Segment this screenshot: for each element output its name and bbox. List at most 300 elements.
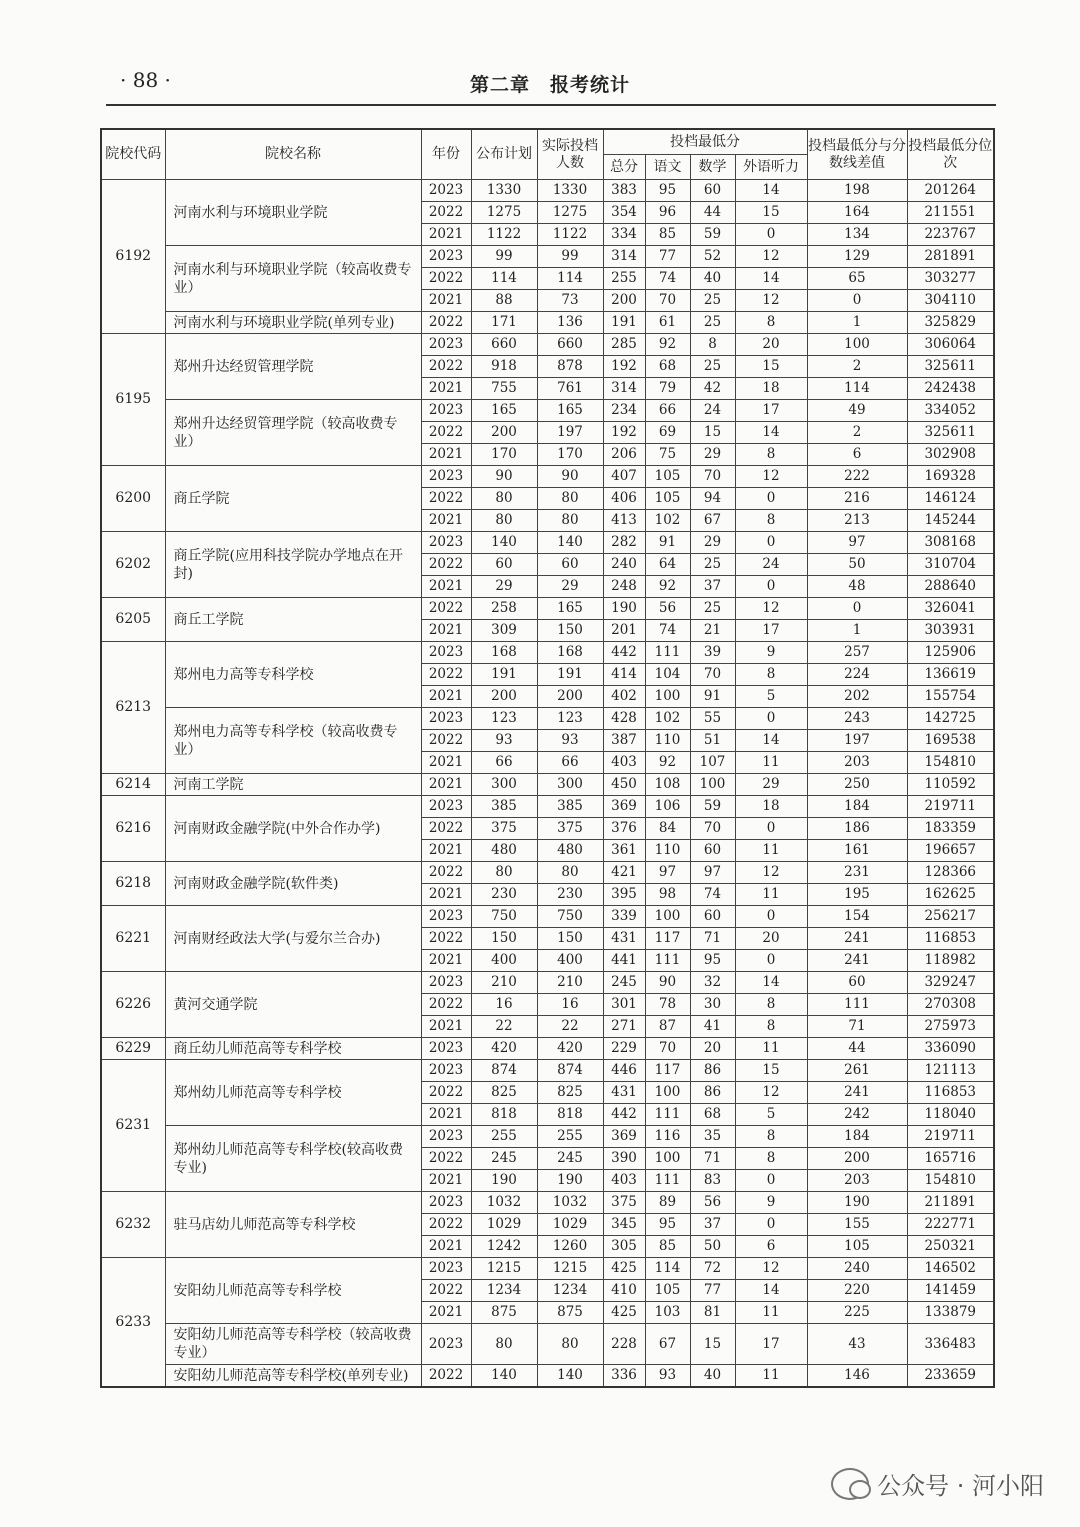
cell-year: 2023	[421, 1038, 471, 1060]
cell-actual: 761	[537, 378, 603, 400]
cell-rank: 154810	[907, 752, 994, 774]
cell-chinese: 106	[645, 796, 690, 818]
cell-plan: 875	[471, 1302, 537, 1324]
cell-diff: 1	[807, 312, 907, 334]
cell-chinese: 61	[645, 312, 690, 334]
cell-actual: 80	[537, 862, 603, 884]
cell-plan: 420	[471, 1038, 537, 1060]
cell-total: 336	[603, 1365, 645, 1388]
cell-chinese: 70	[645, 1038, 690, 1060]
school-name: 商丘学院(应用科技学院办学地点在开封)	[165, 532, 421, 598]
cell-plan: 480	[471, 840, 537, 862]
school-code: 6226	[101, 972, 165, 1038]
cell-rank: 281891	[907, 246, 994, 268]
cell-rank: 222771	[907, 1214, 994, 1236]
cell-math: 86	[690, 1082, 735, 1104]
cell-plan: 1122	[471, 224, 537, 246]
cell-actual: 1032	[537, 1192, 603, 1214]
cell-year: 2021	[421, 840, 471, 862]
cell-math: 52	[690, 246, 735, 268]
cell-diff: 257	[807, 642, 907, 664]
cell-year: 2023	[421, 466, 471, 488]
cell-plan: 60	[471, 554, 537, 576]
cell-actual: 80	[537, 510, 603, 532]
cell-actual: 60	[537, 554, 603, 576]
cell-diff: 105	[807, 1236, 907, 1258]
cell-math: 29	[690, 444, 735, 466]
cell-foreign: 0	[735, 950, 807, 972]
cell-foreign: 8	[735, 1126, 807, 1148]
cell-year: 2022	[421, 994, 471, 1016]
cell-math: 97	[690, 862, 735, 884]
cell-foreign: 18	[735, 796, 807, 818]
cell-total: 431	[603, 928, 645, 950]
cell-chinese: 85	[645, 224, 690, 246]
cell-total: 234	[603, 400, 645, 422]
cell-chinese: 75	[645, 444, 690, 466]
cell-year: 2022	[421, 312, 471, 334]
school-code: 6195	[101, 334, 165, 466]
cell-total: 314	[603, 246, 645, 268]
cell-plan: 80	[471, 488, 537, 510]
cell-chinese: 66	[645, 400, 690, 422]
cell-math: 74	[690, 884, 735, 906]
cell-actual: 93	[537, 730, 603, 752]
cell-year: 2022	[421, 598, 471, 620]
cell-actual: 825	[537, 1082, 603, 1104]
cell-math: 60	[690, 840, 735, 862]
table-row	[101, 1038, 994, 1060]
table-row	[101, 1192, 994, 1214]
school-code: 6202	[101, 532, 165, 598]
school-name: 黄河交通学院	[165, 972, 421, 1038]
cell-chinese: 102	[645, 708, 690, 730]
cell-foreign: 8	[735, 312, 807, 334]
cell-total: 407	[603, 466, 645, 488]
cell-math: 83	[690, 1170, 735, 1192]
cell-math: 86	[690, 1060, 735, 1082]
cell-total: 375	[603, 1192, 645, 1214]
cell-chinese: 116	[645, 1126, 690, 1148]
cell-chinese: 68	[645, 356, 690, 378]
cell-diff: 261	[807, 1060, 907, 1082]
cell-year: 2023	[421, 796, 471, 818]
cell-rank: 303931	[907, 620, 994, 642]
school-name: 商丘工学院	[165, 598, 421, 642]
cell-year: 2021	[421, 1104, 471, 1126]
cell-foreign: 15	[735, 356, 807, 378]
cell-plan: 375	[471, 818, 537, 840]
cell-diff: 49	[807, 400, 907, 422]
cell-diff: 0	[807, 598, 907, 620]
cell-math: 55	[690, 708, 735, 730]
cell-total: 387	[603, 730, 645, 752]
school-name: 河南水利与环境职业学院（较高收费专业）	[165, 246, 421, 312]
table-row	[101, 598, 994, 620]
cell-foreign: 0	[735, 532, 807, 554]
cell-chinese: 102	[645, 510, 690, 532]
cell-total: 339	[603, 906, 645, 928]
cell-chinese: 96	[645, 202, 690, 224]
cell-actual: 80	[537, 1324, 603, 1365]
cell-rank: 329247	[907, 972, 994, 994]
school-code: 6192	[101, 180, 165, 334]
cell-math: 32	[690, 972, 735, 994]
cell-foreign: 18	[735, 378, 807, 400]
cell-chinese: 117	[645, 1060, 690, 1082]
cell-diff: 43	[807, 1324, 907, 1365]
footer-watermark	[831, 1466, 1044, 1501]
cell-chinese: 111	[645, 1170, 690, 1192]
cell-actual: 165	[537, 400, 603, 422]
school-name: 河南财经政法大学(与爱尔兰合办)	[165, 906, 421, 972]
cell-chinese: 74	[645, 268, 690, 290]
cell-total: 192	[603, 356, 645, 378]
cell-year: 2021	[421, 1302, 471, 1324]
cell-chinese: 95	[645, 1214, 690, 1236]
cell-math: 8	[690, 334, 735, 356]
cell-chinese: 100	[645, 1148, 690, 1170]
cell-rank: 154810	[907, 1170, 994, 1192]
cell-math: 25	[690, 312, 735, 334]
cell-diff: 164	[807, 202, 907, 224]
cell-foreign: 12	[735, 598, 807, 620]
page-number: · 88 ·	[120, 68, 171, 92]
cell-year: 2021	[421, 1236, 471, 1258]
cell-chinese: 104	[645, 664, 690, 686]
cell-foreign: 11	[735, 1038, 807, 1060]
table-row	[101, 906, 994, 928]
cell-total: 345	[603, 1214, 645, 1236]
cell-math: 94	[690, 488, 735, 510]
cell-plan: 210	[471, 972, 537, 994]
cell-total: 441	[603, 950, 645, 972]
cell-rank: 155754	[907, 686, 994, 708]
cell-actual: 197	[537, 422, 603, 444]
cell-foreign: 12	[735, 1258, 807, 1280]
cell-diff: 100	[807, 334, 907, 356]
cell-plan: 385	[471, 796, 537, 818]
table-row	[101, 400, 994, 422]
cell-year: 2021	[421, 620, 471, 642]
cell-total: 354	[603, 202, 645, 224]
cell-actual: 210	[537, 972, 603, 994]
cell-diff: 155	[807, 1214, 907, 1236]
cell-actual: 878	[537, 356, 603, 378]
school-name: 安阳幼儿师范高等专科学校(单列专业)	[165, 1365, 421, 1388]
cell-total: 245	[603, 972, 645, 994]
cell-rank: 201264	[907, 180, 994, 202]
cell-foreign: 14	[735, 268, 807, 290]
cell-diff: 195	[807, 884, 907, 906]
cell-foreign: 9	[735, 642, 807, 664]
cell-diff: 1	[807, 620, 907, 642]
cell-plan: 825	[471, 1082, 537, 1104]
col-year: 年份	[421, 129, 471, 180]
cell-plan: 1330	[471, 180, 537, 202]
cell-foreign: 11	[735, 884, 807, 906]
cell-rank: 146124	[907, 488, 994, 510]
cell-diff: 242	[807, 1104, 907, 1126]
cell-foreign: 14	[735, 1280, 807, 1302]
school-name: 河南水利与环境职业学院	[165, 180, 421, 246]
school-code: 6221	[101, 906, 165, 972]
cell-year: 2023	[421, 642, 471, 664]
cell-plan: 140	[471, 1365, 537, 1388]
school-code: 6231	[101, 1060, 165, 1192]
col-diff: 投档最低分与分数线差值	[807, 129, 907, 180]
cell-rank: 334052	[907, 400, 994, 422]
cell-foreign: 14	[735, 180, 807, 202]
cell-chinese: 95	[645, 180, 690, 202]
cell-plan: 16	[471, 994, 537, 1016]
cell-total: 413	[603, 510, 645, 532]
table-row	[101, 466, 994, 488]
cell-foreign: 12	[735, 1082, 807, 1104]
cell-rank: 288640	[907, 576, 994, 598]
cell-foreign: 15	[735, 202, 807, 224]
cell-year: 2023	[421, 334, 471, 356]
cell-year: 2021	[421, 774, 471, 796]
cell-total: 206	[603, 444, 645, 466]
cell-total: 414	[603, 664, 645, 686]
cell-rank: 110592	[907, 774, 994, 796]
cell-diff: 2	[807, 422, 907, 444]
cell-math: 70	[690, 466, 735, 488]
cell-math: 100	[690, 774, 735, 796]
cell-total: 361	[603, 840, 645, 862]
cell-total: 376	[603, 818, 645, 840]
cell-rank: 118982	[907, 950, 994, 972]
cell-rank: 116853	[907, 1082, 994, 1104]
cell-math: 42	[690, 378, 735, 400]
table-row	[101, 1060, 994, 1082]
cell-rank: 233659	[907, 1365, 994, 1388]
cell-plan: 80	[471, 510, 537, 532]
cell-math: 59	[690, 796, 735, 818]
cell-chinese: 64	[645, 554, 690, 576]
cell-plan: 258	[471, 598, 537, 620]
cell-rank: 219711	[907, 796, 994, 818]
cell-foreign: 0	[735, 1214, 807, 1236]
col-math: 数学	[690, 155, 735, 180]
cell-rank: 250321	[907, 1236, 994, 1258]
cell-actual: 480	[537, 840, 603, 862]
cell-chinese: 69	[645, 422, 690, 444]
cell-diff: 243	[807, 708, 907, 730]
cell-actual: 818	[537, 1104, 603, 1126]
school-name: 郑州升达经贸管理学院（较高收费专业）	[165, 400, 421, 466]
school-code: 6205	[101, 598, 165, 642]
cell-math: 20	[690, 1038, 735, 1060]
cell-chinese: 108	[645, 774, 690, 796]
cell-plan: 114	[471, 268, 537, 290]
cell-diff: 203	[807, 1170, 907, 1192]
cell-year: 2023	[421, 1060, 471, 1082]
cell-actual: 1234	[537, 1280, 603, 1302]
cell-plan: 1234	[471, 1280, 537, 1302]
cell-plan: 255	[471, 1126, 537, 1148]
cell-year: 2022	[421, 422, 471, 444]
cell-actual: 375	[537, 818, 603, 840]
cell-diff: 216	[807, 488, 907, 510]
cell-rank: 275973	[907, 1016, 994, 1038]
cell-year: 2021	[421, 510, 471, 532]
cell-plan: 165	[471, 400, 537, 422]
cell-chinese: 103	[645, 1302, 690, 1324]
cell-actual: 1275	[537, 202, 603, 224]
cell-actual: 230	[537, 884, 603, 906]
cell-year: 2022	[421, 554, 471, 576]
cell-actual: 123	[537, 708, 603, 730]
cell-foreign: 20	[735, 928, 807, 950]
table-row	[101, 774, 994, 796]
cell-diff: 231	[807, 862, 907, 884]
cell-plan: 140	[471, 532, 537, 554]
cell-actual: 90	[537, 466, 603, 488]
cell-year: 2021	[421, 752, 471, 774]
cell-math: 25	[690, 554, 735, 576]
cell-rank: 196657	[907, 840, 994, 862]
school-code: 6232	[101, 1192, 165, 1258]
cell-math: 29	[690, 532, 735, 554]
table-row	[101, 1365, 994, 1388]
cell-diff: 161	[807, 840, 907, 862]
school-code: 6233	[101, 1258, 165, 1388]
cell-chinese: 78	[645, 994, 690, 1016]
school-name: 郑州电力高等专科学校	[165, 642, 421, 708]
cell-plan: 245	[471, 1148, 537, 1170]
cell-plan: 1242	[471, 1236, 537, 1258]
table-row	[101, 642, 994, 664]
school-code: 6214	[101, 774, 165, 796]
cell-chinese: 85	[645, 1236, 690, 1258]
cell-foreign: 11	[735, 840, 807, 862]
cell-rank: 306064	[907, 334, 994, 356]
cell-foreign: 24	[735, 554, 807, 576]
cell-total: 425	[603, 1258, 645, 1280]
cell-total: 282	[603, 532, 645, 554]
cell-chinese: 100	[645, 1082, 690, 1104]
cell-year: 2022	[421, 1365, 471, 1388]
cell-actual: 191	[537, 664, 603, 686]
cell-math: 30	[690, 994, 735, 1016]
cell-foreign: 14	[735, 730, 807, 752]
cell-year: 2022	[421, 928, 471, 950]
cell-math: 71	[690, 928, 735, 950]
cell-total: 410	[603, 1280, 645, 1302]
cell-year: 2023	[421, 1324, 471, 1365]
admission-score-table	[100, 128, 995, 1388]
cell-rank: 302908	[907, 444, 994, 466]
col-code: 院校代码	[101, 129, 165, 180]
cell-year: 2021	[421, 576, 471, 598]
cell-diff: 6	[807, 444, 907, 466]
cell-total: 395	[603, 884, 645, 906]
cell-actual: 170	[537, 444, 603, 466]
cell-actual: 99	[537, 246, 603, 268]
cell-rank: 219711	[907, 1126, 994, 1148]
cell-chinese: 89	[645, 1192, 690, 1214]
school-name: 河南财政金融学院(软件类)	[165, 862, 421, 906]
cell-math: 70	[690, 818, 735, 840]
school-name: 商丘学院	[165, 466, 421, 532]
cell-actual: 400	[537, 950, 603, 972]
table-row	[101, 972, 994, 994]
cell-rank: 256217	[907, 906, 994, 928]
cell-year: 2021	[421, 224, 471, 246]
cell-total: 314	[603, 378, 645, 400]
cell-total: 248	[603, 576, 645, 598]
cell-math: 15	[690, 1324, 735, 1365]
header-rule	[106, 104, 996, 106]
cell-diff: 65	[807, 268, 907, 290]
cell-actual: 1215	[537, 1258, 603, 1280]
table-row	[101, 312, 994, 334]
cell-plan: 1215	[471, 1258, 537, 1280]
cell-diff: 97	[807, 532, 907, 554]
cell-actual: 1330	[537, 180, 603, 202]
cell-math: 107	[690, 752, 735, 774]
cell-year: 2023	[421, 400, 471, 422]
cell-plan: 22	[471, 1016, 537, 1038]
cell-diff: 50	[807, 554, 907, 576]
cell-year: 2022	[421, 268, 471, 290]
cell-total: 301	[603, 994, 645, 1016]
school-name: 郑州幼儿师范高等专科学校	[165, 1060, 421, 1126]
cell-total: 271	[603, 1016, 645, 1038]
cell-chinese: 92	[645, 334, 690, 356]
cell-foreign: 11	[735, 1365, 807, 1388]
table-row	[101, 1126, 994, 1148]
cell-plan: 80	[471, 1324, 537, 1365]
cell-math: 60	[690, 906, 735, 928]
cell-diff: 240	[807, 1258, 907, 1280]
cell-math: 25	[690, 356, 735, 378]
cell-diff: 111	[807, 994, 907, 1016]
cell-rank: 308168	[907, 532, 994, 554]
cell-rank: 326041	[907, 598, 994, 620]
cell-plan: 191	[471, 664, 537, 686]
cell-foreign: 0	[735, 488, 807, 510]
cell-math: 40	[690, 268, 735, 290]
school-code: 6216	[101, 796, 165, 862]
cell-diff: 198	[807, 180, 907, 202]
col-actual: 实际投档人数	[537, 129, 603, 180]
cell-math: 35	[690, 1126, 735, 1148]
cell-foreign: 0	[735, 708, 807, 730]
cell-total: 383	[603, 180, 645, 202]
cell-rank: 136619	[907, 664, 994, 686]
cell-actual: 750	[537, 906, 603, 928]
cell-diff: 213	[807, 510, 907, 532]
cell-rank: 165716	[907, 1148, 994, 1170]
cell-foreign: 12	[735, 466, 807, 488]
cell-math: 25	[690, 290, 735, 312]
cell-foreign: 14	[735, 972, 807, 994]
cell-math: 37	[690, 576, 735, 598]
cell-chinese: 90	[645, 972, 690, 994]
cell-rank: 133879	[907, 1302, 994, 1324]
cell-year: 2021	[421, 444, 471, 466]
cell-math: 91	[690, 686, 735, 708]
cell-actual: 114	[537, 268, 603, 290]
cell-total: 334	[603, 224, 645, 246]
cell-actual: 168	[537, 642, 603, 664]
cell-plan: 93	[471, 730, 537, 752]
school-name: 河南水利与环境职业学院(单列专业)	[165, 312, 421, 334]
cell-actual: 1260	[537, 1236, 603, 1258]
